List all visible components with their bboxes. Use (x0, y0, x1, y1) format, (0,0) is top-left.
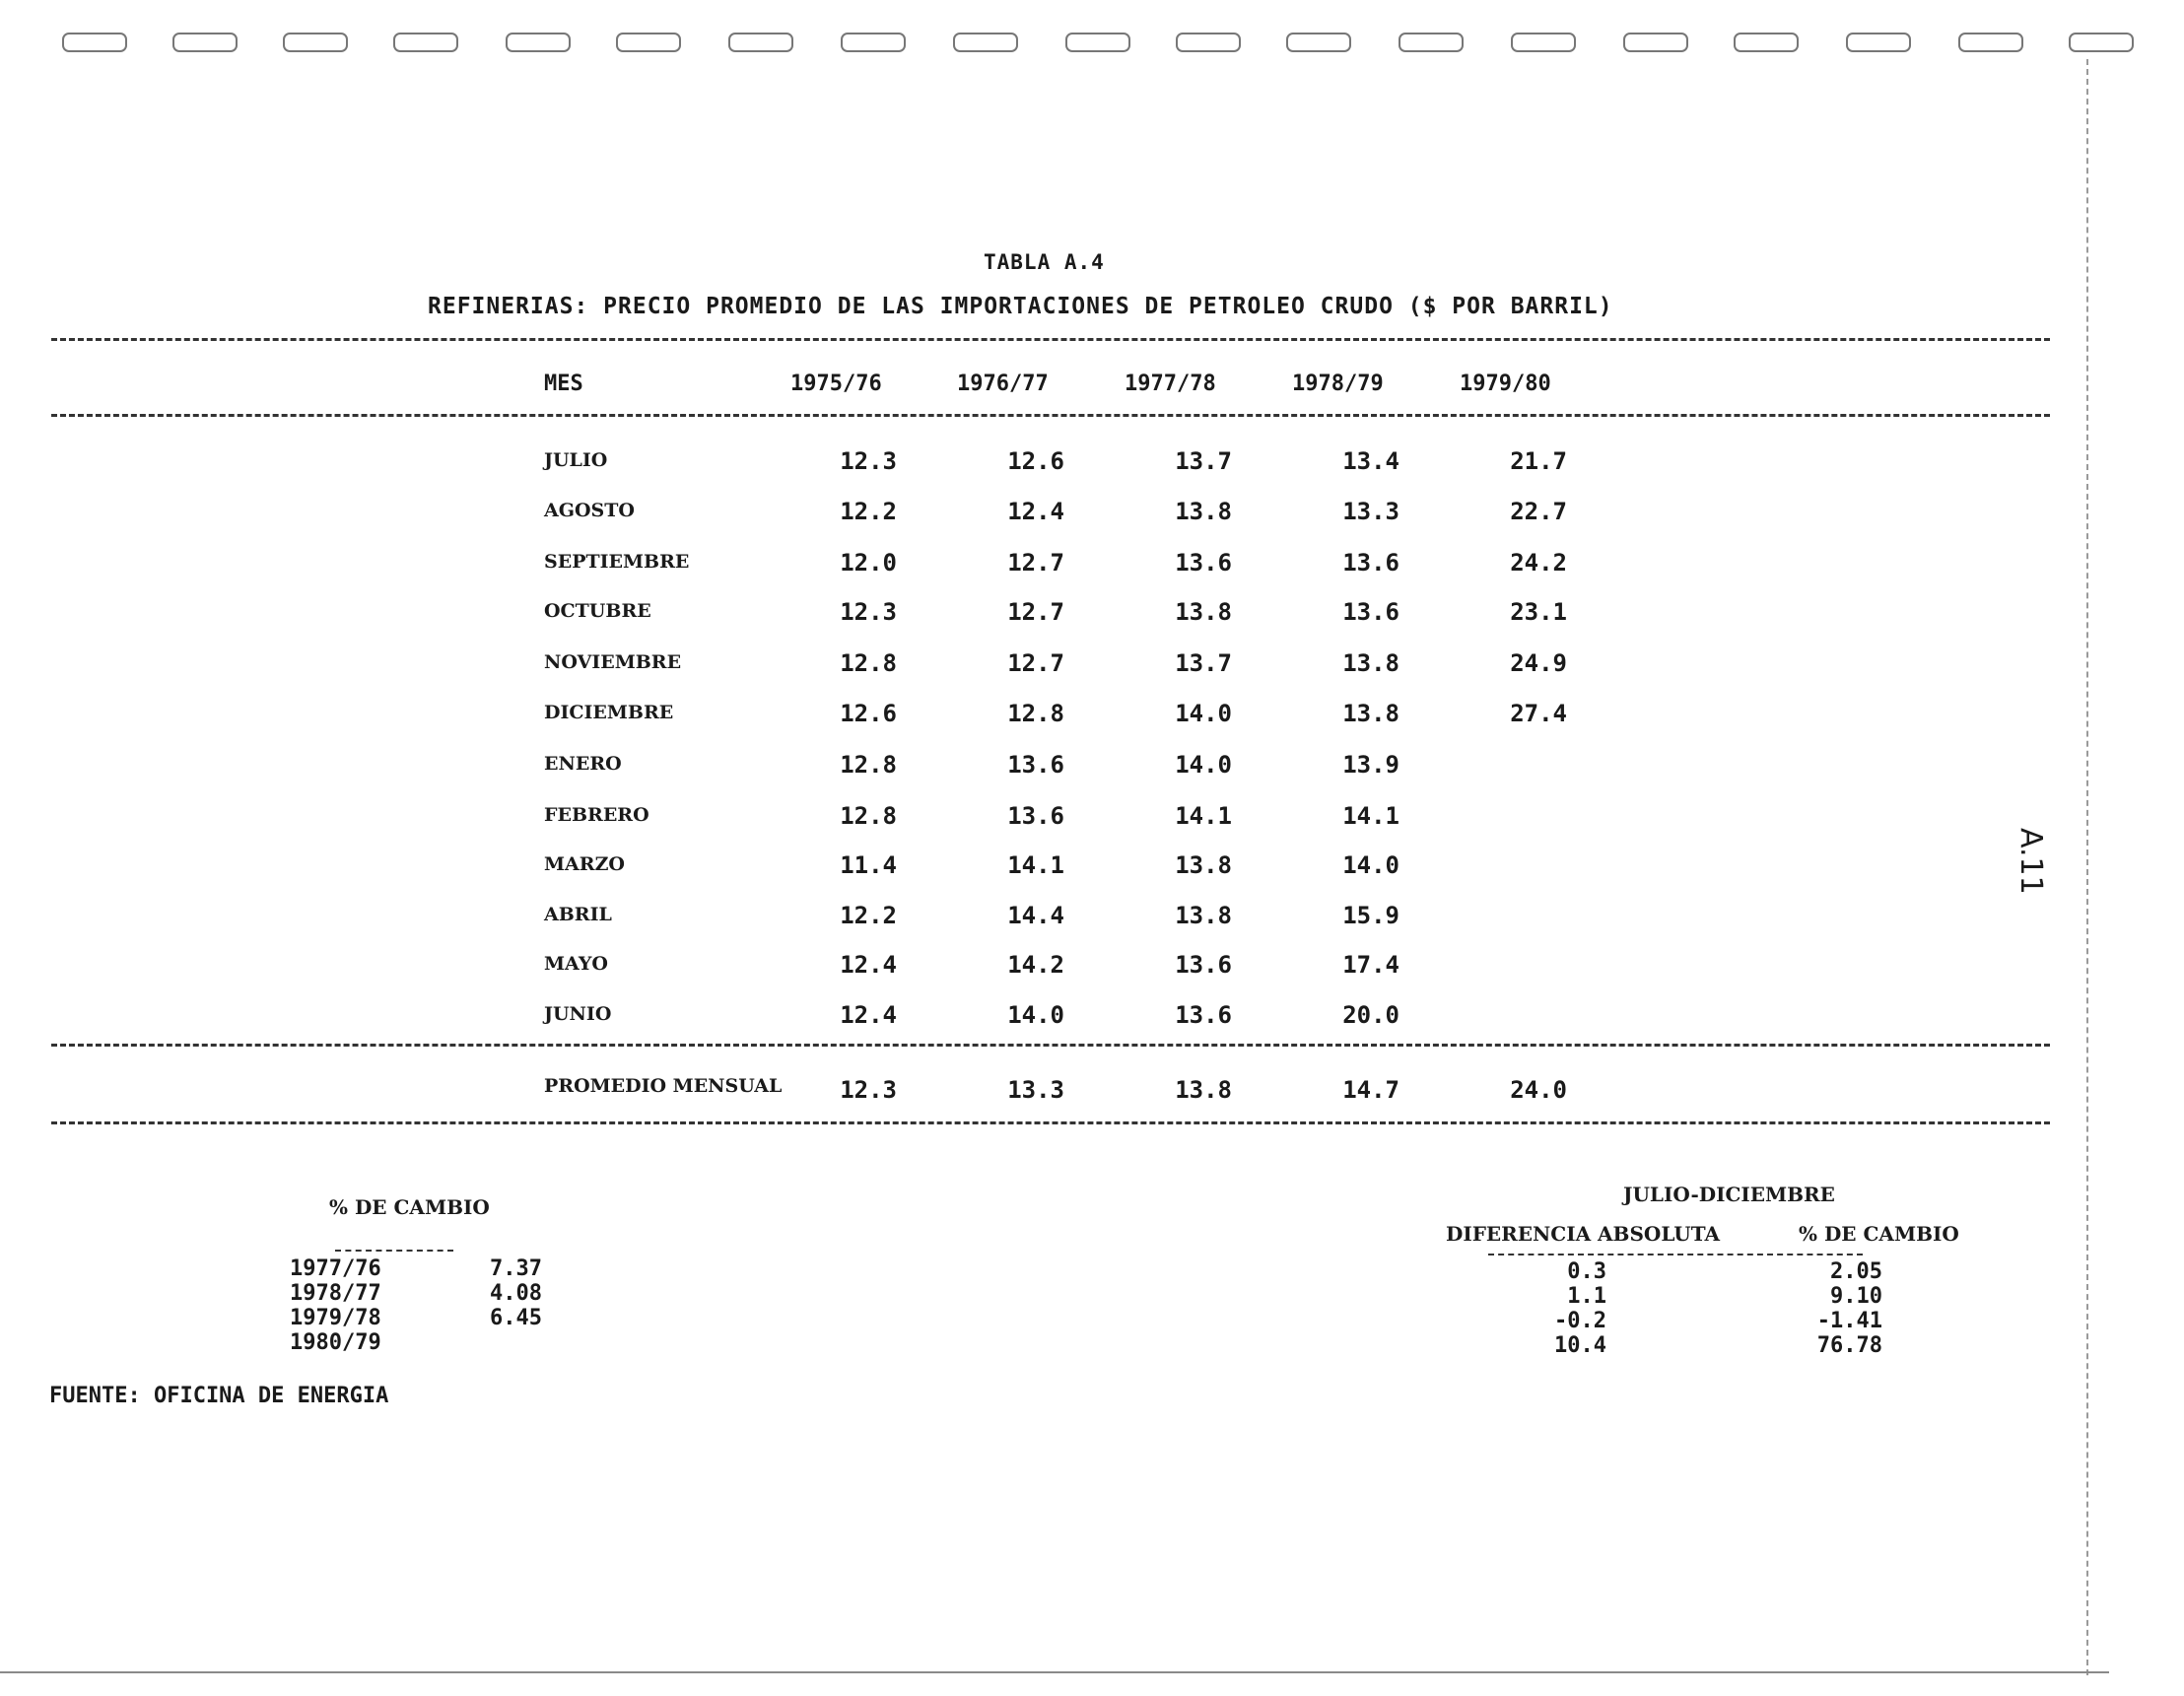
price-cell: 12.8 (840, 751, 897, 779)
price-cell: 13.8 (1342, 700, 1399, 727)
price-cell: 12.4 (840, 1001, 897, 1029)
semester-diff-value: -0.2 (1554, 1309, 1606, 1333)
average-1975-76: 12.3 (840, 1076, 897, 1104)
price-cell: 14.0 (1175, 700, 1232, 727)
semester-diff-value: 1.1 (1567, 1284, 1606, 1309)
price-cell: 14.1 (1007, 851, 1064, 879)
price-cell: 12.7 (1007, 549, 1064, 577)
price-cell: 11.4 (840, 851, 897, 879)
annual-change-value: 4.08 (490, 1281, 542, 1306)
annual-change-period: 1977/76 (290, 1256, 381, 1281)
month-label: ABRIL (544, 904, 612, 925)
price-cell: 13.8 (1175, 498, 1232, 525)
annual-change-period: 1978/77 (290, 1281, 381, 1306)
price-cell: 12.3 (840, 598, 897, 626)
price-cell: 12.8 (1007, 700, 1064, 727)
price-cell: 13.8 (1175, 851, 1232, 879)
price-cell: 20.0 (1342, 1001, 1399, 1029)
month-label: ENERO (544, 753, 622, 775)
price-cell: 12.2 (840, 902, 897, 929)
price-cell: 13.6 (1007, 751, 1064, 779)
price-cell: 13.7 (1175, 447, 1232, 475)
price-cell: 12.6 (840, 700, 897, 727)
annual-change-underline (335, 1250, 453, 1252)
price-cell: 14.1 (1175, 802, 1232, 830)
annual-change-period: 1980/79 (290, 1330, 381, 1355)
header-1976-77: 1976/77 (957, 372, 1049, 396)
average-1977-78: 13.8 (1175, 1076, 1232, 1104)
semester-pct-value: -1.41 (1816, 1309, 1882, 1333)
price-cell: 24.2 (1510, 549, 1567, 577)
price-cell: 14.0 (1175, 751, 1232, 779)
month-label: JULIO (544, 449, 608, 471)
price-cell: 22.7 (1510, 498, 1567, 525)
month-label: JUNIO (544, 1003, 612, 1025)
price-cell: 14.2 (1007, 951, 1064, 979)
rule-bottom (51, 1044, 2050, 1047)
price-cell: 21.7 (1510, 447, 1567, 475)
paper-perforation-edge (2086, 59, 2090, 1675)
price-cell: 23.1 (1510, 598, 1567, 626)
month-label: NOVIEMBRE (544, 651, 682, 673)
semester-underline (1488, 1254, 1863, 1255)
source-note: FUENTE: OFICINA DE ENERGIA (49, 1384, 389, 1408)
paper-bottom-edge (0, 1671, 2109, 1673)
price-cell: 12.7 (1007, 598, 1064, 626)
average-1976-77: 13.3 (1007, 1076, 1064, 1104)
price-cell: 12.8 (840, 802, 897, 830)
month-label: MARZO (544, 853, 625, 875)
price-cell: 13.6 (1007, 802, 1064, 830)
month-label: FEBRERO (544, 804, 649, 826)
price-cell: 13.6 (1175, 549, 1232, 577)
semester-pct-value: 76.78 (1816, 1333, 1882, 1358)
price-cell: 13.8 (1342, 649, 1399, 677)
header-1975-76: 1975/76 (790, 372, 882, 396)
price-cell: 24.9 (1510, 649, 1567, 677)
page-number: A.11 (2013, 828, 2048, 895)
price-cell: 13.8 (1175, 598, 1232, 626)
price-cell: 12.4 (1007, 498, 1064, 525)
price-cell: 12.3 (840, 447, 897, 475)
header-1978-79: 1978/79 (1292, 372, 1384, 396)
month-label: MAYO (544, 953, 608, 975)
price-cell: 17.4 (1342, 951, 1399, 979)
header-1979-80: 1979/80 (1460, 372, 1551, 396)
month-label: OCTUBRE (544, 600, 651, 622)
annual-change-heading: % DE CAMBIO (329, 1195, 490, 1219)
price-cell: 14.4 (1007, 902, 1064, 929)
price-cell: 12.8 (840, 649, 897, 677)
price-cell: 12.6 (1007, 447, 1064, 475)
price-cell: 13.4 (1342, 447, 1399, 475)
rule-header (51, 414, 2050, 417)
header-1977-78: 1977/78 (1125, 372, 1216, 396)
price-cell: 14.1 (1342, 802, 1399, 830)
annual-change-value: 7.37 (490, 1256, 542, 1281)
semester-diff-value: 0.3 (1567, 1259, 1606, 1284)
month-label: AGOSTO (544, 500, 635, 521)
average-label: PROMEDIO MENSUAL (544, 1075, 783, 1097)
table-number: TABLA A.4 (984, 250, 1105, 274)
price-cell: 12.4 (840, 951, 897, 979)
rule-end (51, 1121, 2050, 1124)
table-title: REFINERIAS: PRECIO PROMEDIO DE LAS IMPORTACIONES DE PETROLEO CRUDO ($ POR BARRIL) (428, 294, 1613, 319)
paper-tractor-feed-strip (0, 0, 2184, 89)
price-cell: 12.0 (840, 549, 897, 577)
average-1978-79: 14.7 (1342, 1076, 1399, 1104)
price-cell: 13.8 (1175, 902, 1232, 929)
price-cell: 14.0 (1342, 851, 1399, 879)
semester-pct-value: 2.05 (1830, 1259, 1882, 1284)
price-cell: 12.7 (1007, 649, 1064, 677)
price-cell: 12.2 (840, 498, 897, 525)
price-cell: 13.3 (1342, 498, 1399, 525)
semester-col-diff: DIFERENCIA ABSOLUTA (1446, 1222, 1721, 1246)
semester-col-pct: % DE CAMBIO (1799, 1222, 1959, 1246)
month-label: DICIEMBRE (544, 702, 674, 723)
price-cell: 14.0 (1007, 1001, 1064, 1029)
price-cell: 13.6 (1342, 598, 1399, 626)
annual-change-value: 6.45 (490, 1306, 542, 1330)
price-cell: 13.9 (1342, 751, 1399, 779)
header-mes: MES (544, 372, 583, 396)
price-cell: 13.6 (1175, 951, 1232, 979)
price-cell: 13.6 (1175, 1001, 1232, 1029)
rule-top (51, 338, 2050, 341)
price-cell: 13.7 (1175, 649, 1232, 677)
annual-change-period: 1979/78 (290, 1306, 381, 1330)
price-cell: 15.9 (1342, 902, 1399, 929)
price-cell: 13.6 (1342, 549, 1399, 577)
semester-diff-value: 10.4 (1554, 1333, 1606, 1358)
average-1979-80: 24.0 (1510, 1076, 1567, 1104)
price-cell: 27.4 (1510, 700, 1567, 727)
semester-pct-value: 9.10 (1830, 1284, 1882, 1309)
semester-heading: JULIO-DICIEMBRE (1623, 1183, 1835, 1206)
month-label: SEPTIEMBRE (544, 551, 690, 573)
